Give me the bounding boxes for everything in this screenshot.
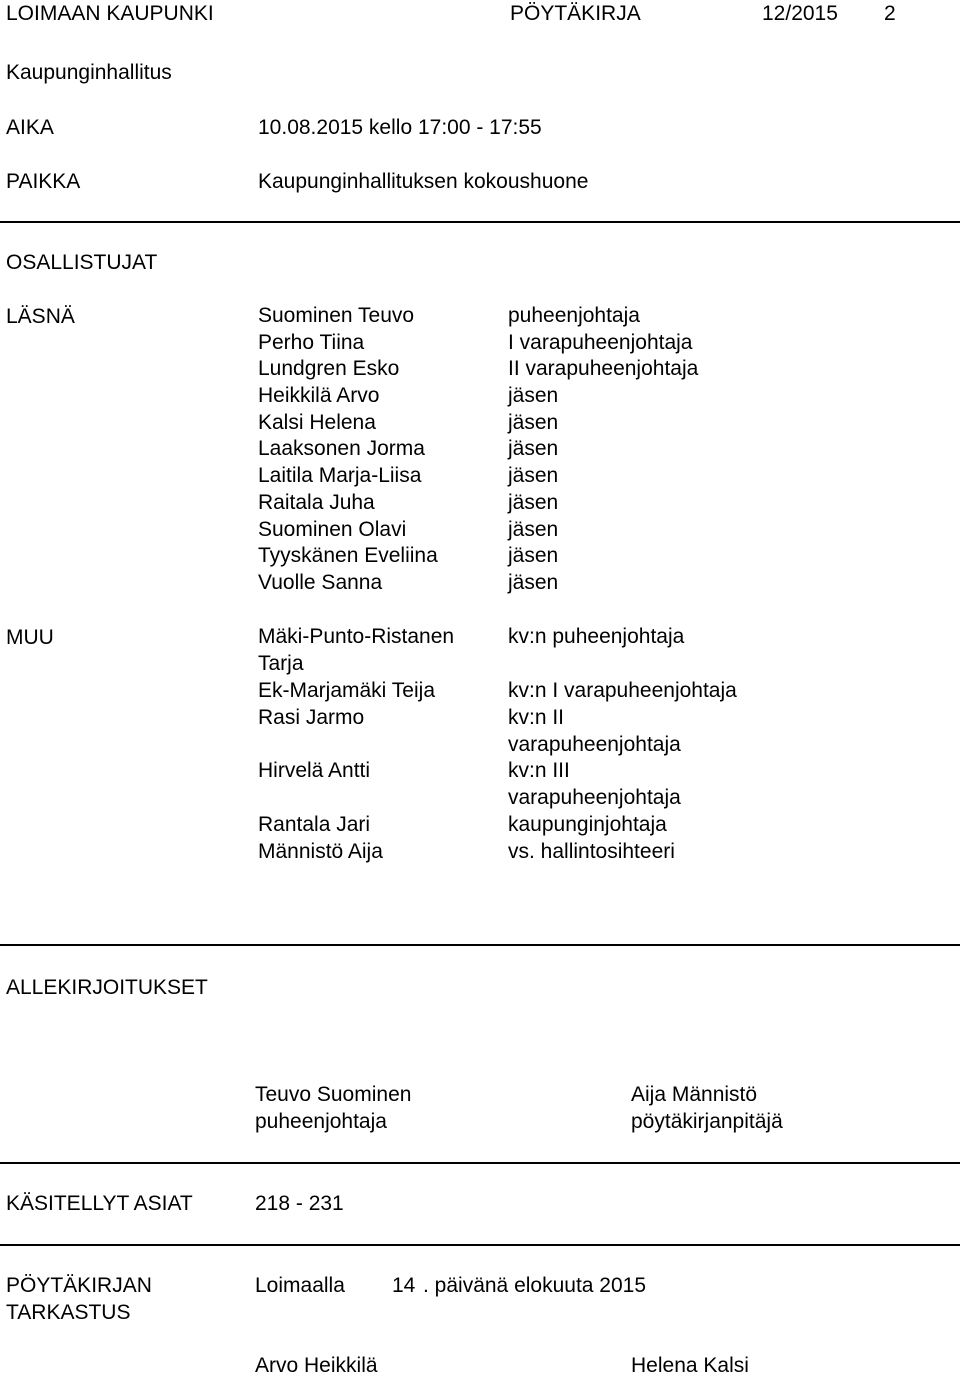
review-date-rest: . päivänä elokuuta 2015: [423, 1274, 647, 1297]
items-label: KÄSITELLYT ASIAT: [6, 1192, 193, 1215]
items-value: 218 - 231: [255, 1192, 344, 1215]
review-day: 14: [392, 1274, 416, 1297]
other-role: vs. hallintosihteeri: [508, 840, 675, 863]
other-name: Rantala Jari: [258, 813, 371, 836]
present-name: Lundgren Esko: [258, 357, 400, 381]
signer2-role: pöytäkirjanpitäjä: [631, 1110, 783, 1133]
organization-name: LOIMAAN KAUPUNKI: [6, 2, 214, 25]
present-role: II varapuheenjohtaja: [508, 357, 699, 381]
review-place: Loimaalla: [255, 1274, 345, 1297]
signatures-heading: ALLEKIRJOITUKSET: [6, 976, 208, 999]
present-label: LÄSNÄ: [6, 305, 75, 328]
place-label: PAIKKA: [6, 170, 81, 193]
present-name: Laaksonen Jorma: [258, 437, 425, 461]
review-label-line1: PÖYTÄKIRJAN: [6, 1274, 152, 1297]
present-role: jäsen: [508, 437, 559, 461]
present-name: Kalsi Helena: [258, 410, 376, 434]
other-name: Hirvelä Antti: [258, 759, 371, 782]
present-name: Raitala Juha: [258, 490, 375, 514]
signer1-name: Teuvo Suominen: [255, 1083, 412, 1106]
present-role: jäsen: [508, 384, 559, 408]
divider: [0, 1162, 960, 1164]
other-role: kv:n puheenjohtaja: [508, 625, 685, 648]
present-name: Tyyskänen Eveliina: [258, 544, 438, 568]
present-role: jäsen: [508, 570, 559, 594]
present-name: Heikkilä Arvo: [258, 384, 380, 408]
other-name: Rasi Jarmo: [258, 706, 365, 729]
time-value: 10.08.2015 kello 17:00 - 17:55: [258, 116, 542, 139]
participants-heading: OSALLISTUJAT: [6, 251, 158, 274]
present-name: Suominen Teuvo: [258, 304, 415, 327]
other-name: Männistö Aija: [258, 840, 383, 863]
present-role: jäsen: [508, 490, 559, 514]
present-name: Perho Tiina: [258, 330, 365, 354]
reviewer2-name: Helena Kalsi: [631, 1354, 749, 1377]
present-roles-list: [508, 303, 698, 597]
review-label-line2: TARKASTUS: [6, 1301, 131, 1324]
governing-body: Kaupunginhallitus: [6, 61, 172, 84]
present-role: jäsen: [508, 544, 559, 568]
time-label: AIKA: [6, 116, 54, 139]
place-value: Kaupunginhallituksen kokoushuone: [258, 170, 589, 193]
signer1-role: puheenjohtaja: [255, 1110, 387, 1133]
other-role: kaupunginjohtaja: [508, 813, 667, 836]
other-role: kv:n I varapuheenjohtaja: [508, 679, 737, 702]
divider: [0, 944, 960, 946]
present-name: Vuolle Sanna: [258, 570, 383, 594]
divider: [0, 1244, 960, 1246]
present-name: Suominen Olavi: [258, 517, 407, 541]
present-name: Laitila Marja-Liisa: [258, 464, 422, 488]
divider: [0, 221, 960, 223]
document-number: 12/2015: [762, 2, 838, 25]
reviewer1-name: Arvo Heikkilä: [255, 1354, 378, 1377]
other-role: kv:n II varapuheenjohtaja: [508, 706, 681, 756]
present-role: jäsen: [508, 464, 559, 488]
present-role: jäsen: [508, 410, 559, 434]
present-names-list: [258, 303, 438, 597]
present-role: puheenjohtaja: [508, 304, 640, 327]
present-role: jäsen: [508, 517, 559, 541]
other-role: kv:n III varapuheenjohtaja: [508, 759, 681, 809]
other-name: Ek-Marjamäki Teija: [258, 679, 435, 702]
signer2-name: Aija Männistö: [631, 1083, 758, 1106]
other-label: MUU: [6, 626, 54, 649]
page-number: 2: [884, 2, 896, 25]
document-type: PÖYTÄKIRJA: [510, 2, 641, 25]
present-role: I varapuheenjohtaja: [508, 330, 693, 354]
other-name: Mäki-Punto-Ristanen Tarja: [258, 625, 455, 675]
